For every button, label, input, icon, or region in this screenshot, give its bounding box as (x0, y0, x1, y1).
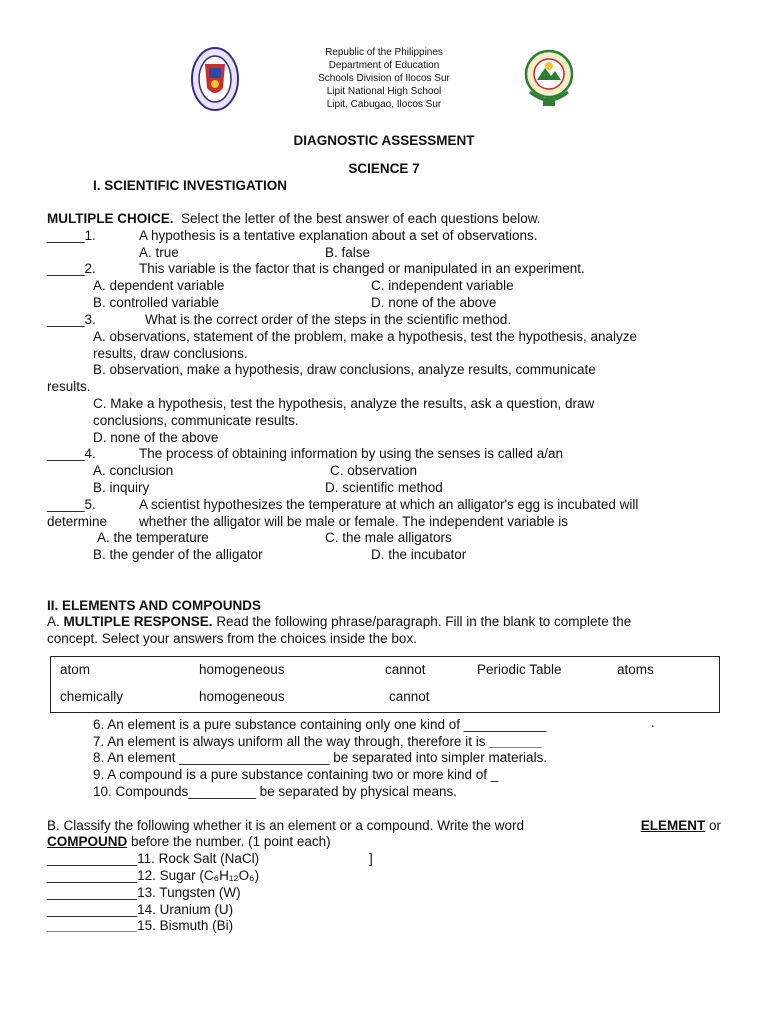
mr-prefix: A. (47, 614, 60, 629)
fill-blank[interactable]: _______ (489, 734, 542, 749)
choice-word: atoms (617, 662, 654, 677)
school-seal-logo (524, 42, 574, 116)
classify-blank[interactable]: ____________ (47, 918, 138, 933)
choice-word: homogeneous (199, 689, 285, 704)
question-text: This variable is the factor that is changed or manipulated in an experiment. (139, 261, 585, 276)
choice: B. false (325, 245, 371, 260)
question-text: A scientist hypothesizes the temperature at which an alligator's egg is incubated will (139, 497, 639, 512)
classify-blank[interactable]: ____________ (47, 902, 138, 917)
stray-dot: . (651, 715, 655, 730)
mr-instructions (47, 614, 631, 630)
header-line: Lipit National High School (326, 86, 442, 97)
fill-item (93, 734, 542, 750)
element-keyword: ELEMENT (640, 818, 706, 833)
choice-word: homogeneous (199, 662, 285, 677)
deped-seal-logo (190, 46, 240, 112)
choice: D. none of the above (371, 295, 497, 310)
classify-blank[interactable]: ____________ (47, 851, 138, 866)
choice-word: Periodic Table (477, 662, 562, 677)
classify-blank[interactable]: ____________ (47, 868, 138, 883)
mc-instructions (47, 211, 541, 227)
classify-text: 11. Rock Salt (NaCl) (137, 851, 260, 866)
choice: C. Make a hypothesis, test the hypothesis, analyze the results, ask a question, draw (93, 396, 595, 411)
question-text-continued: determine (47, 514, 108, 529)
choice: B. the gender of the alligator (93, 547, 263, 562)
mc-label: MULTIPLE CHOICE. (47, 211, 174, 226)
choice-word: cannot (389, 689, 430, 704)
mr-label: MULTIPLE RESPONSE. (63, 614, 213, 629)
choice: D. scientific method (325, 480, 443, 495)
classify-item (47, 902, 233, 918)
choice: C. observation (330, 463, 418, 478)
choice: A. observations, statement of the problem, make a hypothesis, test the hypothesis, analyze (93, 329, 638, 344)
fill-item: 9. A compound is a pure substance containing two or more kind of _ (93, 767, 499, 782)
mr-instruction-text: concept. Select your answers from the choices inside the box. (47, 631, 417, 646)
section-heading: I. SCIENTIFIC INVESTIGATION (93, 178, 288, 193)
classify-text: 14. Uranium (U) (137, 902, 234, 917)
classify-text: 15. Bismuth (Bi) (137, 918, 234, 933)
choice: B. observation, make a hypothesis, draw conclusions, analyze results, communicate (93, 362, 596, 377)
question-text-continued: whether the alligator will be male or female. The independent variable is (139, 514, 568, 529)
question-text: A hypothesis is a tentative explanation about a set of observations. (139, 228, 538, 243)
classify-text: 13. Tungsten (W) (137, 885, 241, 900)
classify-instructions (47, 818, 721, 834)
choice-word: cannot (385, 662, 426, 677)
choice: C. independent variable (371, 278, 514, 293)
header-line: Lipit, Cabugao, Ilocos Sur (326, 99, 442, 110)
classify-text: 12. Sugar (C₆H₁₂O₆) (137, 868, 260, 883)
header-line: Republic of the Philippines (325, 47, 443, 58)
fill-item: 6. An element is a pure substance containing only one kind of ___________ (93, 717, 547, 732)
answer-blank[interactable]: _____4. (47, 446, 96, 461)
choice: D. the incubator (371, 547, 467, 562)
classify-item (47, 885, 241, 901)
choice: A. dependent variable (93, 278, 225, 293)
fill-item: 8. An element ____________________ be separated into simpler materials. (93, 750, 548, 765)
choice: A. true (139, 245, 179, 260)
classify-blank[interactable]: ____________ (47, 885, 138, 900)
choice: B. controlled variable (93, 295, 220, 310)
fill-item: 10. Compounds_________ be separated by physical means. (93, 784, 457, 799)
stray-bracket: ] (369, 851, 373, 866)
classify-instruction-text: before the number. (1 point each) (131, 834, 331, 849)
choice: B. inquiry (93, 480, 150, 495)
classify-item (47, 851, 259, 867)
question-text: What is the correct order of the steps in the scientific method. (145, 312, 512, 327)
choice: D. none of the above (93, 430, 219, 445)
choice: C. the male alligators (325, 530, 452, 545)
header-line: Department of Education (328, 60, 440, 71)
mc-instruction-text: Select the letter of the best answer of each questions below. (181, 211, 541, 226)
classify-item (47, 918, 233, 934)
header-line: Schools Division of Ilocos Sur (318, 73, 450, 84)
choice: A. conclusion (93, 463, 174, 478)
choice-continued: results. (47, 379, 91, 394)
choice-continued: results, draw conclusions. (93, 346, 248, 361)
or-word: or (708, 818, 721, 833)
section-heading: II. ELEMENTS AND COMPOUNDS (47, 598, 262, 613)
page-title: DIAGNOSTIC ASSESSMENT (293, 133, 475, 148)
mr-instruction-text: Read the following phrase/paragraph. Fill in the blank to complete the (216, 614, 632, 629)
answer-blank[interactable]: _____5. (47, 497, 96, 512)
subject-title: SCIENCE 7 (348, 161, 420, 176)
answer-blank[interactable]: _____3. (47, 312, 96, 327)
compound-keyword: COMPOUND (47, 834, 128, 849)
choice-continued: conclusions, communicate results. (93, 413, 299, 428)
choice-word: chemically (60, 689, 124, 704)
choice: A. the temperature (97, 530, 209, 545)
question-text: The process of obtaining information by using the senses is called a/an (139, 446, 563, 461)
classify-instruction-text: B. Classify the following whether it is an element or a compound. Write the word (47, 818, 524, 833)
choice-word: atom (60, 662, 91, 677)
fill-item-text: 7. An element is always uniform all the way through, therefore it is (93, 734, 490, 749)
answer-blank[interactable]: _____2. (47, 261, 96, 276)
classify-instructions-continued (47, 834, 331, 850)
classify-item (47, 868, 259, 884)
answer-blank[interactable]: _____1. (47, 228, 96, 243)
